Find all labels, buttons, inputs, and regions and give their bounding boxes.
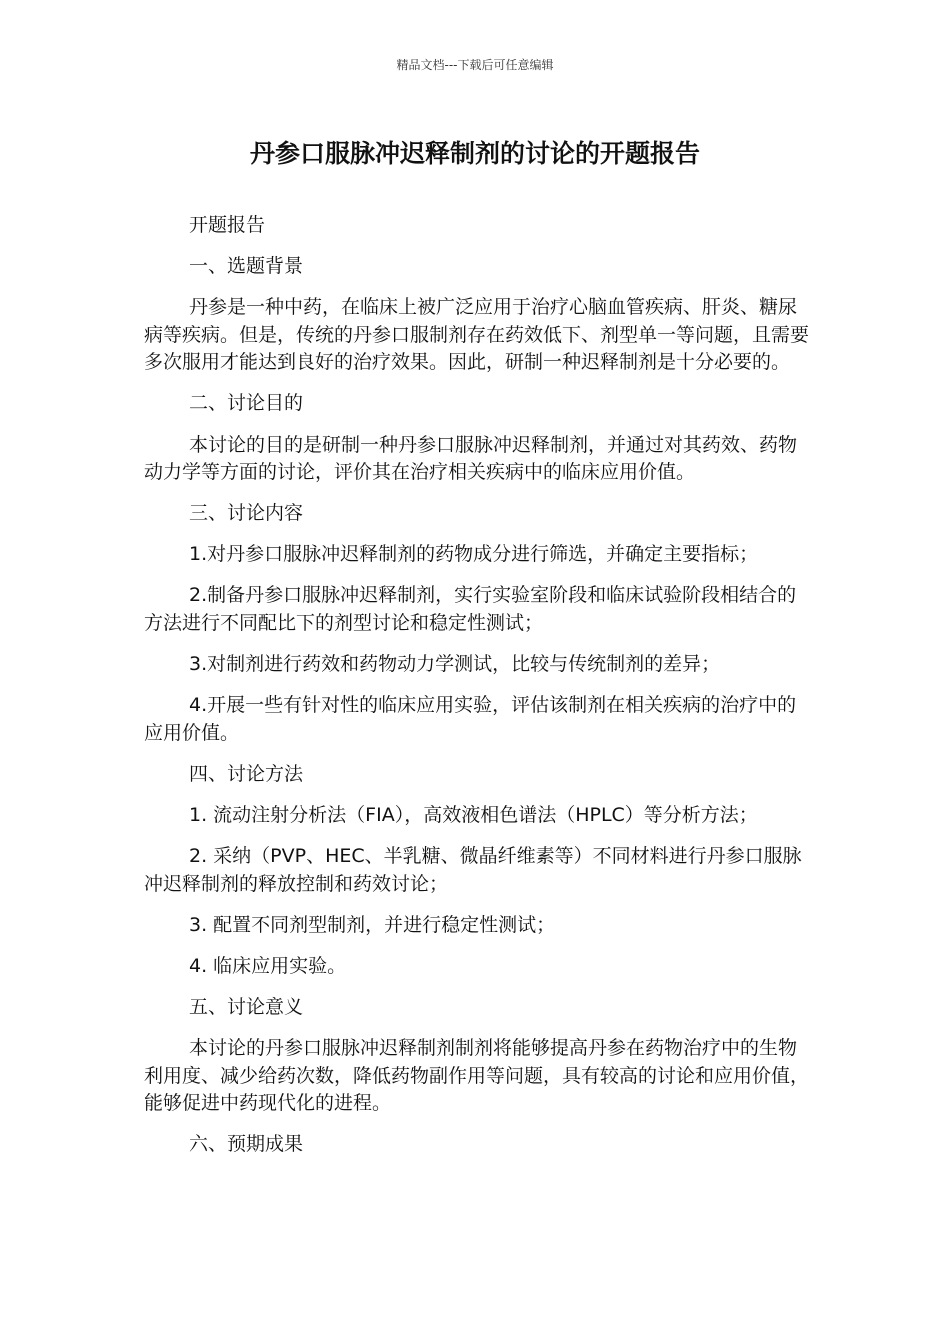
list-item-method-4: 4. 临床应用实验。	[189, 954, 347, 977]
list-item-method-1: 1. 流动注射分析法（FIA），高效液相色谱法（HPLC）等分析方法；	[189, 804, 758, 826]
paragraph-background: 丹参是一种中药，在临床上被广泛应用于治疗心脑血管疾病、肝炎、糖尿病等疾病。但是，传统的丹参口服制剂存在药效低下、剂型单一等问题，且需要多次服用才能达到良好的治疗效果。因此，研制一种迟释制剂是十分必要的。	[144, 296, 810, 374]
list-item-method-3: 3. 配置不同剂型制剂，并进行稳定性测试；	[189, 913, 556, 936]
paragraph-purpose: 本讨论的目的是研制一种丹参口服脉冲迟释制剂，并通过对其药效、药物动力学等方面的讨论，评价其在治疗相关疾病中的临床应用价值。	[144, 433, 798, 484]
document-body	[144, 212, 812, 1172]
section-heading-expected-results: 六、预期成果	[189, 1133, 304, 1156]
list-item-content-3: 3.对制剂进行药效和药物动力学测试，比较与传统制剂的差异；	[189, 653, 721, 676]
page-header-note: 精品文档---下载后可任意编辑	[396, 58, 554, 72]
list-item-content-2: 2.制备丹参口服脉冲迟释制剂，实行实验室阶段和临床试验阶段相结合的方法进行不同配比下的剂型讨论和稳定性测试；	[144, 584, 797, 635]
list-item-content-1: 1.对丹参口服脉冲迟释制剂的药物成分进行筛选，并确定主要指标；	[189, 543, 759, 566]
list-item-method-2: 2. 采纳（PVP、HEC、半乳糖、微晶纤维素等）不同材料进行丹参口服脉冲迟释制剂的释放控制和药效讨论；	[144, 845, 802, 895]
section-heading-methods: 四、讨论方法	[189, 762, 304, 785]
list-item-content-4: 4.开展一些有针对性的临床应用实验，评估该制剂在相关疾病的治疗中的应用价值。	[144, 694, 797, 744]
paragraph-significance: 本讨论的丹参口服脉冲迟释制剂制剂将能够提高丹参在药物治疗中的生物利用度、减少给药次数，降低药物副作用等问题，具有较高的讨论和应用价值，能够促进中药现代化的进程。	[144, 1037, 810, 1115]
section-label-proposal: 开题报告	[189, 214, 266, 236]
section-heading-significance: 五、讨论意义	[189, 995, 304, 1018]
section-heading-content: 三、讨论内容	[189, 502, 304, 525]
document-title: 丹参口服脉冲迟释制剂的讨论的开题报告	[249, 139, 700, 168]
section-heading-purpose: 二、讨论目的	[189, 392, 304, 415]
section-heading-background: 一、选题背景	[189, 255, 304, 278]
